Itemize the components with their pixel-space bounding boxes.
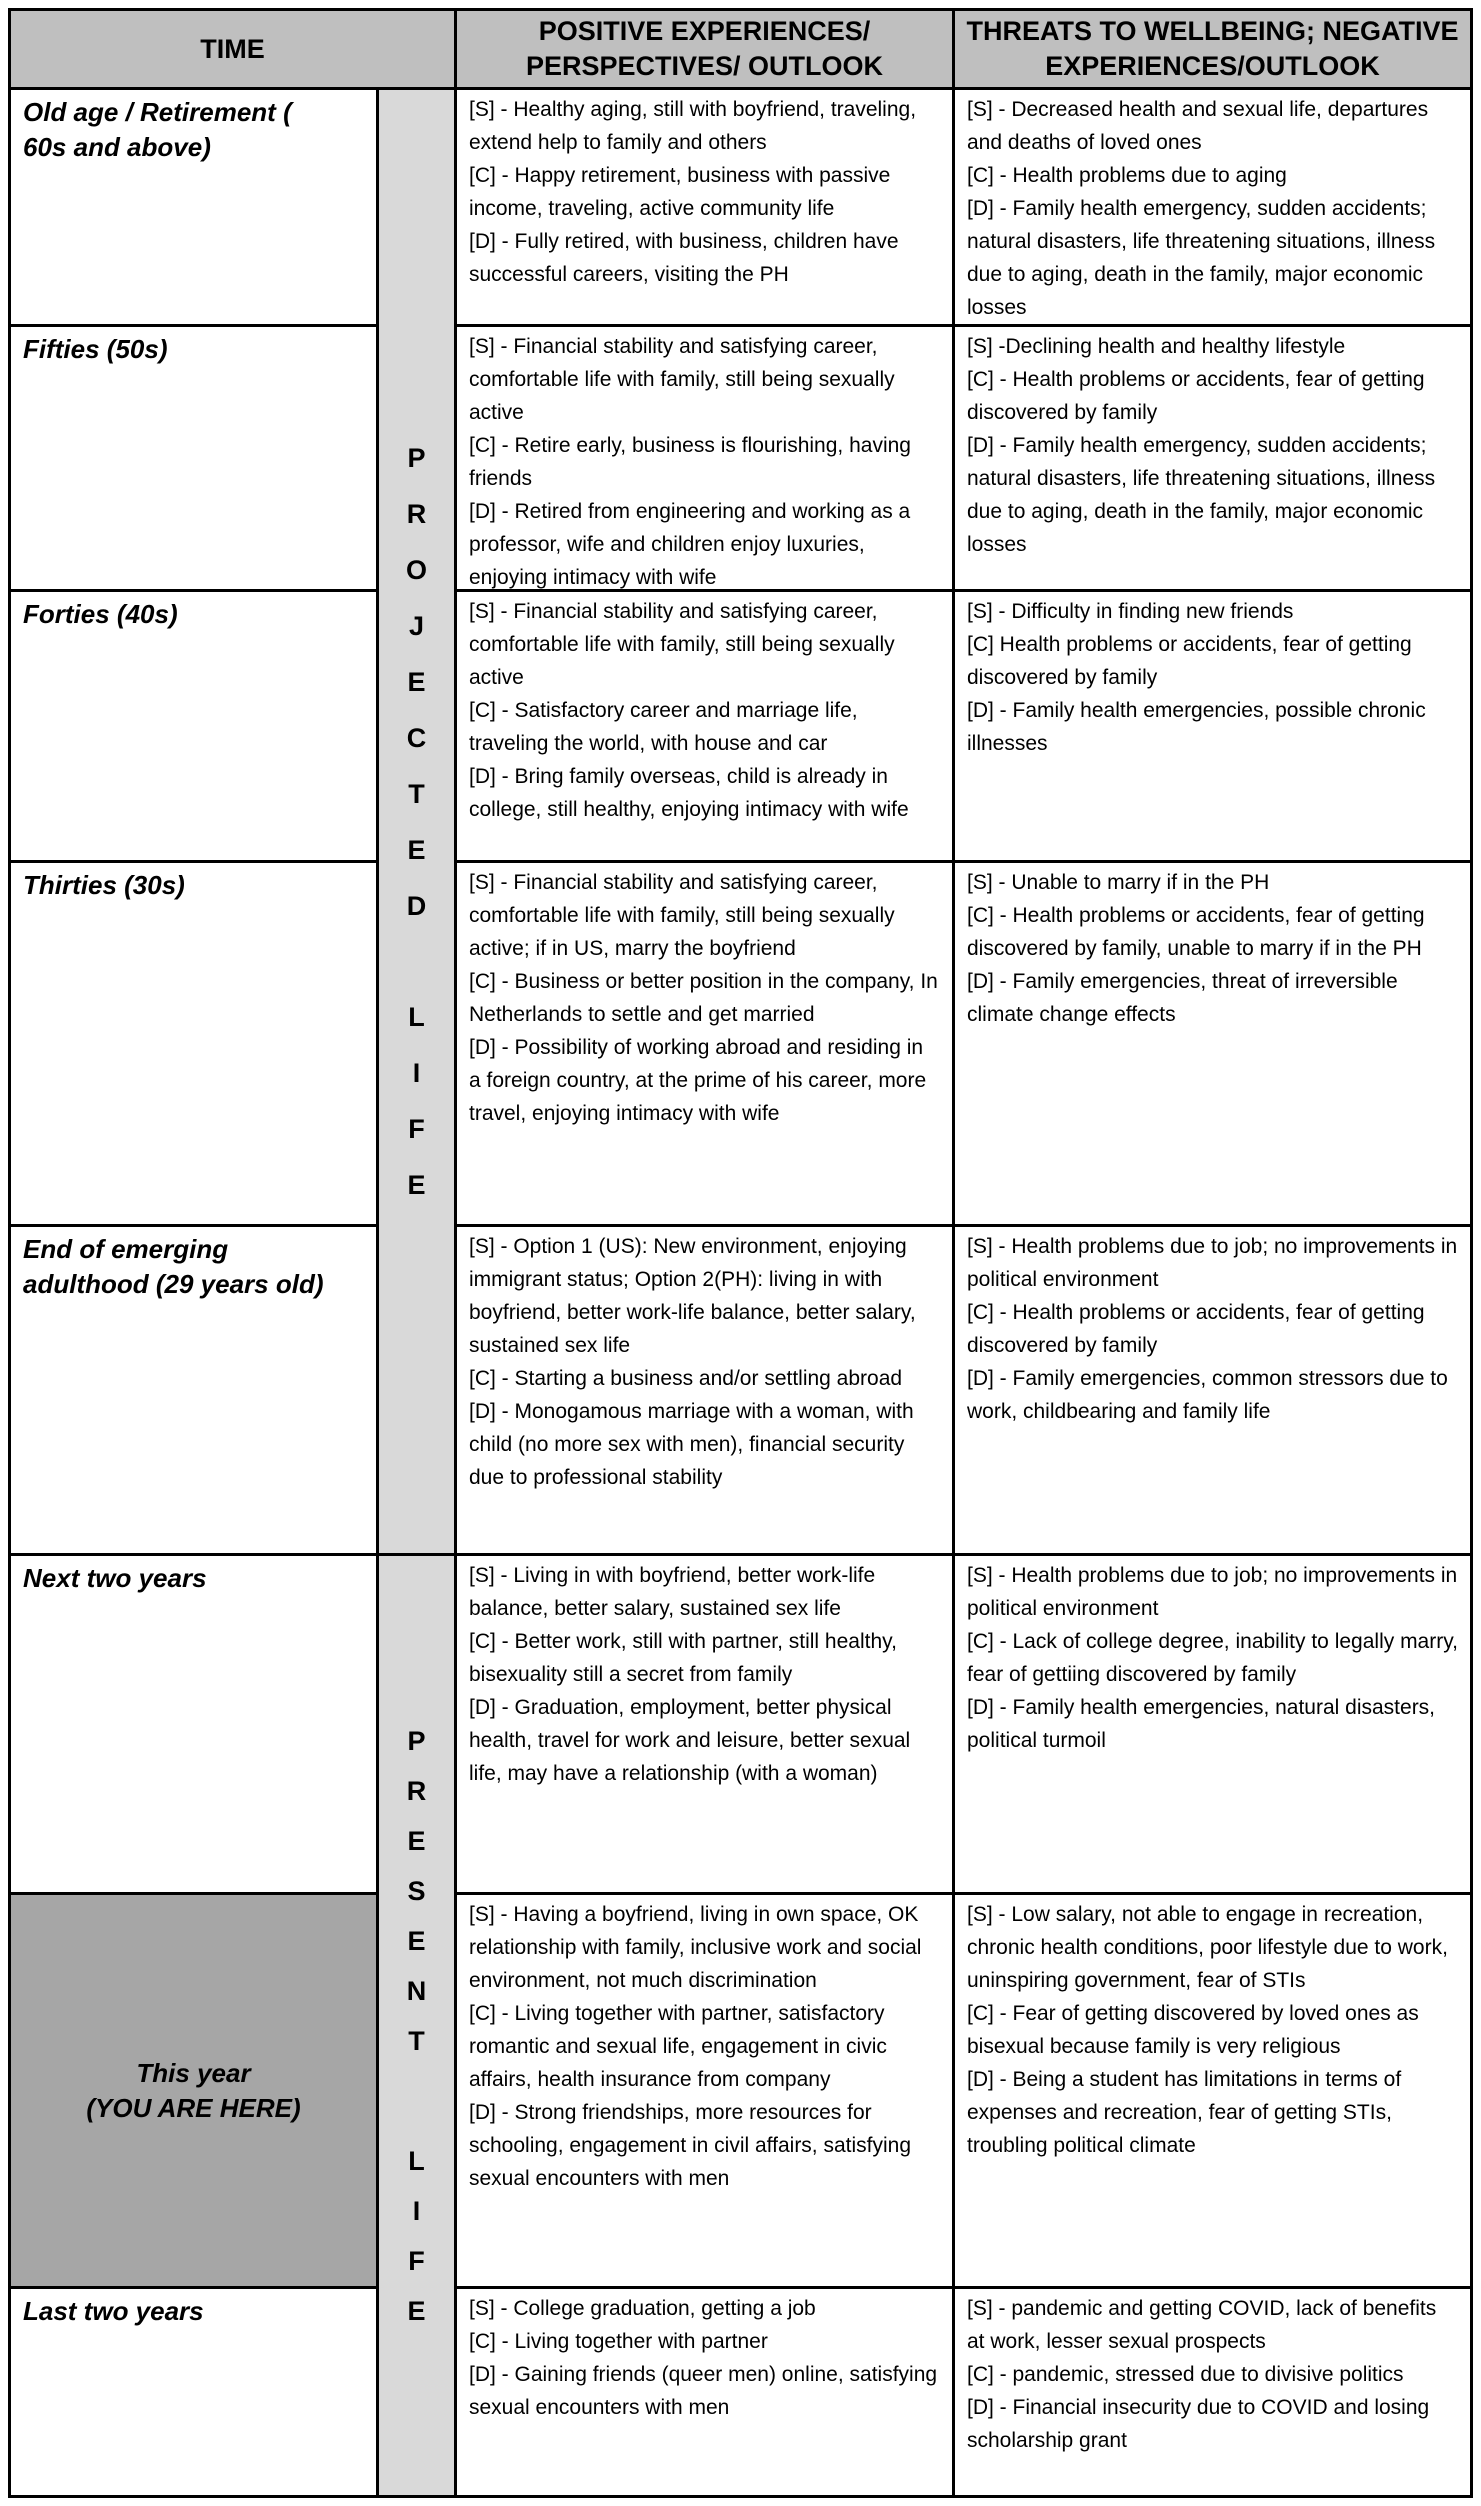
positives-entry: [D] - Monogamous marriage with a woman, with child (no more sex with men), financial security due to professional stability (469, 1400, 914, 1489)
threats-entry: [D] - Family health emergency, sudden accidents; natural disasters, life threatening situations, illness due to aging, death in the family, major economic losses (967, 197, 1436, 319)
vertical-letter: C (406, 723, 427, 753)
vertical-letter: E (407, 2295, 426, 2326)
vertical-letter: I (412, 1058, 421, 1088)
positives-entry: [S] - Having a boyfriend, living in own space, OK relationship with family, inclusive work and social environment, not much discrimination (469, 1903, 922, 1992)
vertical-letter: P (407, 443, 426, 473)
positives-cell-row-6 (457, 1895, 952, 2286)
vertical-letter: L (408, 1002, 425, 1032)
threats-entry: [S] - Health problems due to job; no improvements in political environment (967, 1564, 1458, 1620)
time-label-row-5: Next two years (11, 1556, 376, 1892)
vertical-letter: J (408, 611, 425, 641)
vertical-letter: S (407, 1875, 426, 1906)
threats-cell-row-4 (955, 1227, 1470, 1553)
vertical-letter: D (406, 891, 427, 921)
threats-entry: [D] - Family health emergencies, possible chronic illnesses (967, 699, 1426, 755)
positives-entry: [C] - Happy retirement, business with passive income, traveling, active community life (469, 164, 891, 220)
threats-entry: [C] - Health problems due to aging (967, 164, 1287, 187)
positives-entry: [C] - Better work, still with partner, still healthy, bisexuality still a secret from family (469, 1630, 897, 1686)
positives-cell-row-4 (457, 1227, 952, 1553)
header-threats: THREATS TO WELLBEING; NEGATIVE EXPERIENCES/OUTLOOK (955, 11, 1470, 87)
vertical-letter: E (407, 1925, 426, 1956)
threats-entry: [D] - Financial insecurity due to COVID and losing scholarship grant (967, 2396, 1430, 2452)
vertical-letter: E (407, 1170, 426, 1200)
threats-entry: [S] - Unable to marry if in the PH (967, 871, 1270, 894)
threats-entry: [D] - Family emergencies, threat of irreversible climate change effects (967, 970, 1398, 1026)
time-label-row-4: End of emerging adulthood (29 years old) (11, 1227, 376, 1553)
positives-entry: [C] - Living together with partner (469, 2330, 768, 2353)
time-label-row-2: Forties (40s) (11, 592, 376, 860)
threats-cell-row-3 (955, 863, 1470, 1224)
threats-entry: [C] - Health problems or accidents, fear of getting discovered by family (967, 368, 1425, 424)
threats-cell-row-6 (955, 1895, 1470, 2286)
vertical-letter: T (408, 2025, 425, 2056)
positives-cell-row-5 (457, 1556, 952, 1892)
threats-entry: [C] - pandemic, stressed due to divisive politics (967, 2363, 1404, 2386)
positives-entry: [C] - Retire early, business is flourishing, having friends (469, 434, 911, 490)
vertical-letter: L (408, 2145, 425, 2176)
threats-entry: [S] - Low salary, not able to engage in recreation, chronic health conditions, poor lifestyle due to work, uninspiring government, fear of STIs (967, 1903, 1448, 1992)
time-label-row-6: This year (YOU ARE HERE) (11, 1895, 376, 2286)
positives-entry: [D] - Bring family overseas, child is already in college, still healthy, enjoying intimacy with wife (469, 765, 909, 821)
threats-entry: [C] - Fear of getting discovered by loved ones as bisexual because family is very religious (967, 2002, 1419, 2058)
threats-entry: [S] - Decreased health and sexual life, departures and deaths of loved ones (967, 98, 1429, 154)
vertical-letter: O (405, 555, 427, 585)
positives-entry: [C] - Starting a business and/or settling abroad (469, 1367, 903, 1390)
positives-entry: [D] - Gaining friends (queer men) online, satisfying sexual encounters with men (469, 2363, 938, 2419)
time-label-row-1: Fifties (50s) (11, 327, 376, 589)
vertical-letter: E (407, 835, 426, 865)
time-label-row-3: Thirties (30s) (11, 863, 376, 1224)
threats-entry: [S] - Health problems due to job; no improvements in political environment (967, 1235, 1458, 1291)
positives-entry: [S] - Financial stability and satisfying career, comfortable life with family, still being sexually active (469, 335, 895, 424)
positives-entry: [C] - Business or better position in the company, In Netherlands to settle and get married (469, 970, 938, 1026)
threats-entry: [C] - Health problems or accidents, fear of getting discovered by family (967, 1301, 1425, 1357)
positives-entry: [D] - Retired from engineering and working as a professor, wife and children enjoy luxuries, enjoying intimacy with wife (469, 500, 911, 589)
threats-entry: [S] - Difficulty in finding new friends (967, 600, 1294, 623)
threats-cell-row-7 (955, 2289, 1470, 2495)
vertical-letter: P (407, 1725, 426, 1756)
vertical-letter: F (408, 2245, 425, 2276)
positives-cell-row-0 (457, 90, 952, 324)
header-positive-experiences: POSITIVE EXPERIENCES/ PERSPECTIVES/ OUTLOOK (457, 11, 952, 87)
threats-entry: [C] - Health problems or accidents, fear of getting discovered by family, unable to marry if in the PH (967, 904, 1425, 960)
positives-entry: [D] - Graduation, employment, better physical health, travel for work and leisure, better sexual life, may have a relationship (with a woman) (469, 1696, 911, 1785)
vertical-letter: F (408, 1114, 425, 1144)
threats-cell-row-0 (955, 90, 1470, 324)
threats-cell-row-5 (955, 1556, 1470, 1892)
positives-cell-row-1 (457, 327, 952, 589)
positives-entry: [C] - Living together with partner, satisfactory romantic and sexual life, engagement in civic affairs, health insurance from company (469, 2002, 887, 2091)
vertical-letter: E (407, 1825, 426, 1856)
positives-entry: [S] - Healthy aging, still with boyfriend, traveling, extend help to family and others (469, 98, 917, 154)
time-label-row-7: Last two years (11, 2289, 376, 2495)
threats-cell-row-1 (955, 327, 1470, 589)
projected-life-vertical-label (379, 90, 454, 1553)
threats-entry: [D] - Family health emergency, sudden accidents; natural disasters, life threatening situations, illness due to aging, death in the family, major economic losses (967, 434, 1436, 556)
positives-cell-row-3 (457, 863, 952, 1224)
header-time: TIME (11, 11, 454, 87)
threats-entry: [D] - Being a student has limitations in terms of expenses and recreation, fear of getting STIs, troubling political climate (967, 2068, 1402, 2157)
vertical-letter: E (407, 667, 426, 697)
positives-entry: [S] - Living in with boyfriend, better work-life balance, better salary, sustained sex life (469, 1564, 876, 1620)
positives-entry: [D] - Fully retired, with business, children have successful careers, visiting the PH (469, 230, 899, 286)
vertical-letter: R (406, 499, 427, 529)
positives-entry: [S] - College graduation, getting a job (469, 2297, 816, 2320)
present-life-vertical-label (379, 1556, 454, 2495)
threats-entry: [S] -Declining health and healthy lifestyle (967, 335, 1346, 358)
positives-entry: [C] - Satisfactory career and marriage life, traveling the world, with house and car (469, 699, 858, 755)
threats-entry: [D] - Family health emergencies, natural disasters, political turmoil (967, 1696, 1436, 1752)
threats-entry: [S] - pandemic and getting COVID, lack of benefits at work, lesser sexual prospects (967, 2297, 1437, 2353)
threats-entry: [D] - Family emergencies, common stressors due to work, childbearing and family life (967, 1367, 1448, 1423)
positives-entry: [D] - Strong friendships, more resources for schooling, engagement in civil affairs, satisfying sexual encounters with men (469, 2101, 912, 2190)
vertical-letter: T (408, 779, 425, 809)
life-timeline-table (8, 8, 1473, 2498)
vertical-letter: I (412, 2195, 421, 2226)
vertical-letter: N (406, 1975, 427, 2006)
threats-cell-row-2 (955, 592, 1470, 860)
positives-cell-row-7 (457, 2289, 952, 2495)
threats-entry: [C] Health problems or accidents, fear of getting discovered by family (967, 633, 1412, 689)
time-label-row-0: Old age / Retirement ( 60s and above) (11, 90, 376, 324)
positives-entry: [S] - Financial stability and satisfying career, comfortable life with family, still being sexually active (469, 600, 895, 689)
threats-entry: [C] - Lack of college degree, inability to legally marry, fear of gettiing discovered by family (967, 1630, 1458, 1686)
positives-entry: [D] - Possibility of working abroad and residing in a foreign country, at the prime of his career, more travel, enjoying intimacy with wife (469, 1036, 927, 1125)
positives-entry: [S] - Financial stability and satisfying career, comfortable life with family, still being sexually active; if in US, marry the boyfriend (469, 871, 895, 960)
positives-cell-row-2 (457, 592, 952, 860)
vertical-letter: R (406, 1775, 427, 1806)
positives-entry: [S] - Option 1 (US): New environment, enjoying immigrant status; Option 2(PH): living in with boyfriend, better work-life balance, better salary, sustained sex life (469, 1235, 916, 1357)
